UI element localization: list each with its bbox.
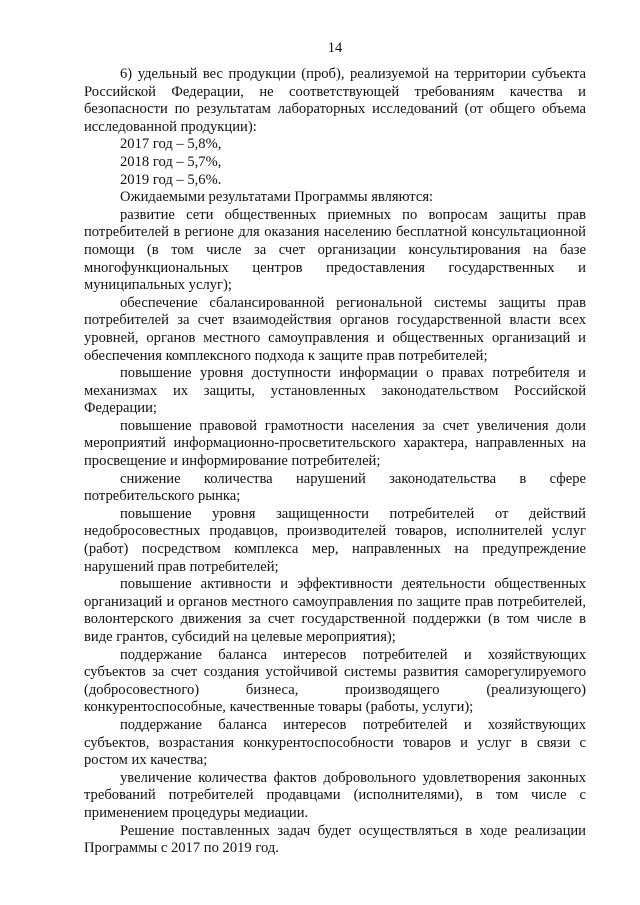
paragraph-result-mediation: увеличение количества фактов добровольного удовлетворения законных требований потребителей продавцами (исполнителями), в том числе с применением процедуры медиации. bbox=[84, 769, 586, 821]
document-body bbox=[84, 66, 586, 858]
page-number: 14 bbox=[327, 40, 343, 56]
paragraph-result-legal-literacy: повышение правовой грамотности населения за счет увеличения доли мероприятий информационно-просветительского характера, направленных на просвещение и информирование потребителей; bbox=[84, 417, 586, 470]
paragraph-result-balanced-system: обеспечение сбалансированной региональной системы защиты прав потребителей за счет взаимодействия органов государственной власти всех уровней, органов местного самоуправления и общественных организаций и обеспечения комплексного подхода к защите прав потребителей; bbox=[84, 294, 586, 364]
paragraph-result-fewer-violations: снижение количества нарушений законодательства в сфере потребительского рынка; bbox=[84, 470, 586, 505]
paragraph-expected-results-heading: Ожидаемыми результатами Программы являются: bbox=[120, 189, 434, 206]
paragraph-result-competitiveness: поддержание баланса интересов потребителей и хозяйствующих субъектов, возрастания конкурентоспособности товаров и услуг в связи с ростом их качества; bbox=[84, 716, 586, 769]
paragraph-result-business-balance: поддержание баланса интересов потребителей и хозяйствующих субъектов за счет создания устойчивой системы развития саморегулируемого (добросовестного) бизнеса, производящего (реализующего) конкурентоспособные, качественные товары (работы, услуги); bbox=[84, 646, 586, 716]
paragraph-result-consumer-protection: повышение уровня защищенности потребителей от действий недобросовестных продавцов, производителей товаров, исполнителей услуг (работ) посредством комплекса мер, направленных на предупреждение нарушений прав потребителей; bbox=[84, 505, 586, 575]
paragraph-value-2018: 2018 год – 5,7%, bbox=[120, 153, 222, 170]
paragraph-value-2019: 2019 год – 5,6%. bbox=[120, 171, 222, 188]
paragraph-value-2017: 2017 год – 5,8%, bbox=[120, 136, 222, 153]
paragraph-result-information-access: повышение уровня доступности информации о правах потребителя и механизмах их защиты, установленных законодательством Российской Федерации; bbox=[84, 365, 586, 417]
paragraph-result-public-offices: развитие сети общественных приемных по вопросам защиты прав потребителей в регионе для оказания населению бесплатной консультационной помощи (в том числе за счет организации консультирования на базе многофункциональных центров предоставления государственных и муниципальных услуг); bbox=[84, 206, 586, 294]
paragraph-program-period: Решение поставленных задач будет осуществляться в ходе реализации Программы с 2017 по 2019 год. bbox=[84, 822, 586, 857]
paragraph-result-public-organizations: повышение активности и эффективности деятельности общественных организаций и органов местного самоуправления по защите прав потребителей, волонтерского движения за счет государственной поддержки (в том числе в виде грантов, субсидий на целевые мероприятия); bbox=[84, 576, 586, 645]
paragraph-indicator-6: 6) удельный вес продукции (проб), реализуемой на территории субъекта Российской Федерации, не соответствующей требованиям качества и безопасности по результатам лабораторных исследований (от общего объема исследованной продукции): bbox=[84, 66, 586, 135]
